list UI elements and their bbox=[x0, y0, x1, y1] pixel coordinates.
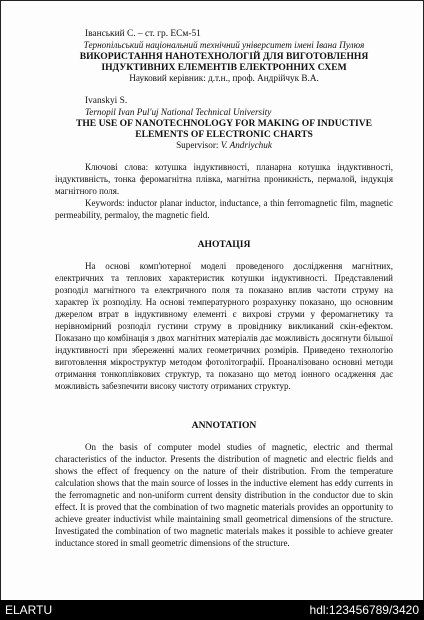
author-uk: Іванський С. – ст. гр. ЕСм-51 bbox=[85, 29, 201, 39]
affiliation-uk: Тернопільський національний технічний університет імені Івана Пулюя bbox=[83, 40, 365, 50]
supervisor-en-label: Supervisor: bbox=[176, 140, 221, 150]
keywords-uk: Ключові слова: котушка індуктивності, планарна котушка індуктивності, індуктивність, тонка феромагнітна плівка, магнітна проникність, пермалой, індукція магнітного поля. bbox=[55, 162, 393, 196]
supervisor-en bbox=[55, 140, 393, 151]
title-uk-line-1: ВИКОРИСТАННЯ НАНОТЕХНОЛОГІЙ ДЛЯ ВИГОТОВЛЕННЯ bbox=[79, 51, 369, 62]
annotation-en-text: On the basis of computer model studies of magnetic, electric and thermal characteristics of the inductor. Presents the distribution of magnetic and electric fields and shows the effect of frequency on the nature of their distribution. From the temperature calculation shows that the main source of losses in the inductive element has eddy currents in the ferromagnetic and non-uniform current density distribution in the conductor due to skin effect. It is proved that the combination of two magnetic materials provides an opportunity to achieve greater inductivist while maintaining small geometrical dimensions of the structure. Investigated the combination of two magnetic materials makes it possible to achieve greater inductance stored in small geometric dimensions of the structure. bbox=[55, 442, 393, 549]
footer-bar bbox=[0, 600, 424, 620]
author-en: Ivanskyi S. bbox=[85, 96, 128, 106]
supervisor-en-name: V. Andriychuk bbox=[220, 140, 272, 150]
annotation-en-heading: ANNOTATION bbox=[191, 419, 257, 431]
title-uk-line-2: ІНДУКТИВНИХ ЕЛЕМЕНТІВ ЕЛЕКТРОННИХ СХЕМ bbox=[101, 62, 347, 73]
title-en-line-2: ELEMENTS OF ELECTRONIC CHARTS bbox=[135, 129, 313, 140]
supervisor-uk: Науковий керівник: д.т.н., проф. Андрійчук В.А. bbox=[129, 73, 319, 83]
annotation-uk-heading: АНОТАЦІЯ bbox=[197, 238, 251, 250]
footer-repository-label: ELARTU bbox=[5, 603, 53, 617]
footer-handle-label: hdl:123456789/3420 bbox=[309, 603, 419, 617]
page-content bbox=[55, 29, 393, 549]
annotation-uk-text: На основі комп'ютерної моделі проведеного дослідження магнітних, електричних та теплових характеристик котушки індуктивності. Представлений розподіл магнітного та електричного поля та показано вплив частоти струму на характер їх розподілу. На основі температурного розрахунку показано, що основним джерелом втрат в індуктивному елементі є вихрові струми у феромагнетику та нерівномірний розподіл густини струму в провіднику викликаний скін-ефектом. Показано що комбінація з двох магнітних матеріалів дає можливість досягнути більшої індуктивності при збереженні малих геометричних розмірів. Приведено технологію виготовлення мікроструктур методом фотолітографії. Проаналізовано основні методи отримання тонкоплівкових структур, та показано що метод іонного осадження дає можливість забезпечити високу чистоту отриманих структур. bbox=[55, 261, 393, 392]
keywords-en: Keywords: inductor planar inductor, inductance, a thin ferromagnetic film, magnetic permeability, permaloy, the magnetic field. bbox=[55, 198, 393, 220]
affiliation-en: Ternopil Ivan Pul'uj National Technical University bbox=[85, 107, 272, 117]
title-en-line-1: THE USE OF NANOTECHNOLOGY FOR MAKING OF INDUCTIVE bbox=[75, 118, 373, 129]
